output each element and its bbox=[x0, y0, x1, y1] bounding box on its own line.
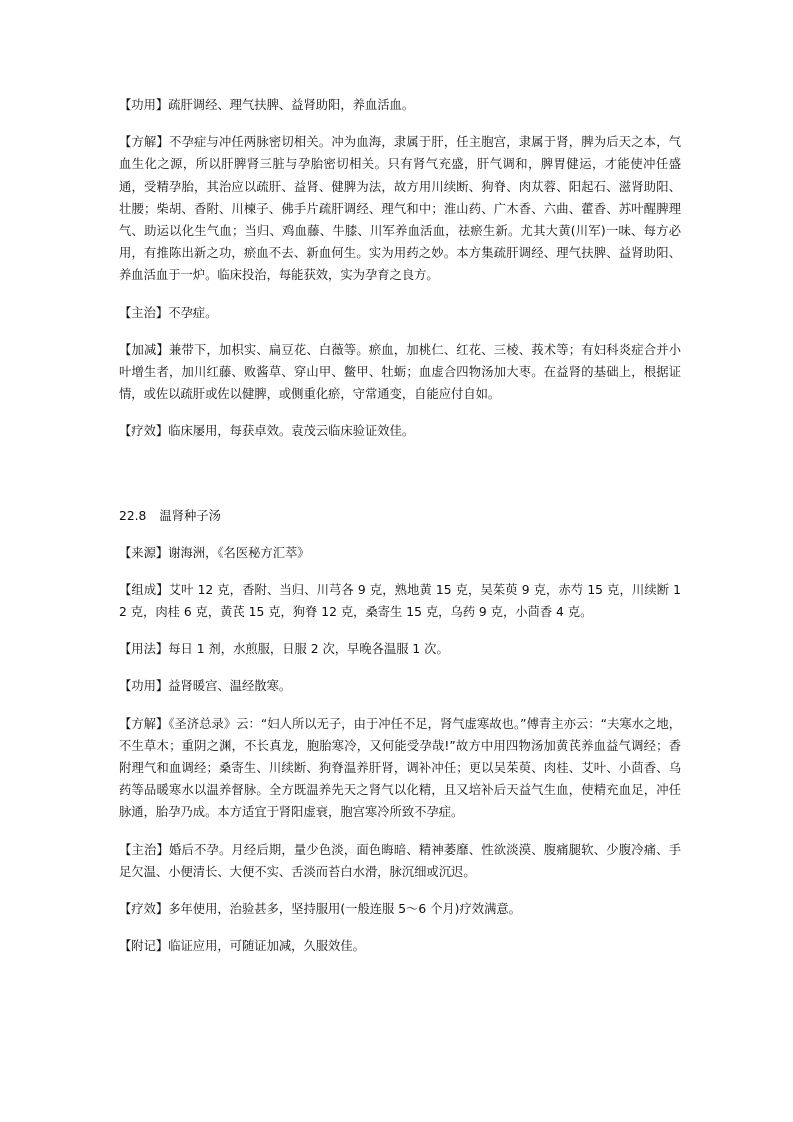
paragraph-indication: 【主治】婚后不孕。月经后期，量少色淡，面色晦暗、精神萎靡、性欲淡漠、腹痛腿软、少腹冷痛、手足欠温、小便清长、大便不实、舌淡而苔白水滑，脉沉细或沉迟。 bbox=[119, 842, 681, 879]
paragraph-explanation: 【方解】不孕症与冲任两脉密切相关。冲为血海，隶属于肝，任主胞宫，隶属于肾，脾为后天之本，气血生化之源，所以肝脾肾三脏与孕胎密切相关。只有肾气充盛，肝气调和，脾胃健运，才能使冲任盛通，受精孕胎，其治应以疏肝、益肾、健脾为法，故方用川续断、狗脊、肉苁蓉、阳起石、滋肾助阳、壮腰；柴胡、香附、川楝子、佛手片疏肝调经、理气和中；淮山药、广木香、六曲、藿香、苏叶醒脾理气、助运以化生气血；当归、鸡血藤、牛膝、川军养血活血，祛瘀生新。尤其大黄(川军)一味、每方必用，有推陈出新之功，瘀血不去、新血何生。实为用药之妙。本方集疏肝调经、理气扶脾、益肾助阳、养血活血于一炉。临床投治，每能获效，实为孕育之良方。 bbox=[119, 135, 681, 283]
paragraph-function: 【功用】益肾暖宫、温经散寒。 bbox=[119, 679, 292, 694]
section-gap bbox=[119, 458, 681, 505]
paragraph-explanation: 【方解】《圣济总录》云：“妇人所以无子，由于冲任不足，肾气虚寒故也。”傅青主亦云：“夫寒水之地，不生草木；重阴之渊，不长真龙，胞胎寒冷，又何能受孕哉!”故方中用四物汤加黄芪养血益气调经；香附理气和血调经；桑寄生、川续断、狗脊温养肝肾，调补冲任；更以吴茱萸、肉桂、艾叶、小茴香、乌药等品暖寒水以温养督脉。全方既温养先天之肾气以化精，且又培补后天益气生血，使精充血足，冲任脉通，胎孕乃成。本方适宜于肾阳虚衰，胞宫寒冷所致不孕症。 bbox=[119, 716, 681, 820]
paragraph-function: 【功用】疏肝调经、理气扶脾、益肾助阳，养血活血。 bbox=[119, 98, 415, 112]
section-number: 22.8 bbox=[119, 508, 147, 523]
section-wenshen-zhongzi-tang bbox=[119, 505, 681, 958]
paragraph-efficacy: 【疗效】多年使用，治验甚多，坚持服用(一般连服 5～6 个月)疗效满意。 bbox=[119, 902, 521, 917]
paragraph-efficacy: 【疗效】临床屡用，每获卓效。袁茂云临床验证效佳。 bbox=[119, 424, 415, 439]
paragraph-usage: 【用法】每日 1 剂，水煎服，日服 2 次，早晚各温服 1 次。 bbox=[119, 642, 449, 657]
paragraph-composition: 【组成】艾叶 12 克，香附、当归、川芎各 9 克，熟地黄 15 克，吴茱萸 9 克，赤芍 15 克，川续断 12 克，肉桂 6 克，黄芪 15 克，狗脊 12 克，桑寄生 15 克，乌药 9 克，小茴香 4 克。 bbox=[119, 582, 681, 620]
section-previous-formula bbox=[119, 94, 681, 443]
paragraph-indication: 【主治】不孕症。 bbox=[119, 305, 218, 320]
paragraph-source: 【来源】谢海洲，《名医秘方汇萃》 bbox=[119, 545, 310, 560]
paragraph-note: 【附记】临证应用，可随证加减，久服效佳。 bbox=[119, 939, 365, 954]
document-page bbox=[119, 94, 681, 972]
section-title: 温肾种子汤 bbox=[159, 508, 221, 523]
paragraph-modification: 【加减】兼带下，加枳实、扁豆花、白薇等。瘀血，加桃仁、红花、三棱、莪术等；有妇科炎症合并小叶增生者，加川红藤、败酱草、穿山甲、鳖甲、牡蛎；血虚合四物汤加大枣。在益肾的基础上，根据证情，或佐以疏肝或佐以健脾，或侧重化瘀，守常通变，自能应付自如。 bbox=[119, 342, 681, 402]
section-heading bbox=[119, 505, 681, 527]
